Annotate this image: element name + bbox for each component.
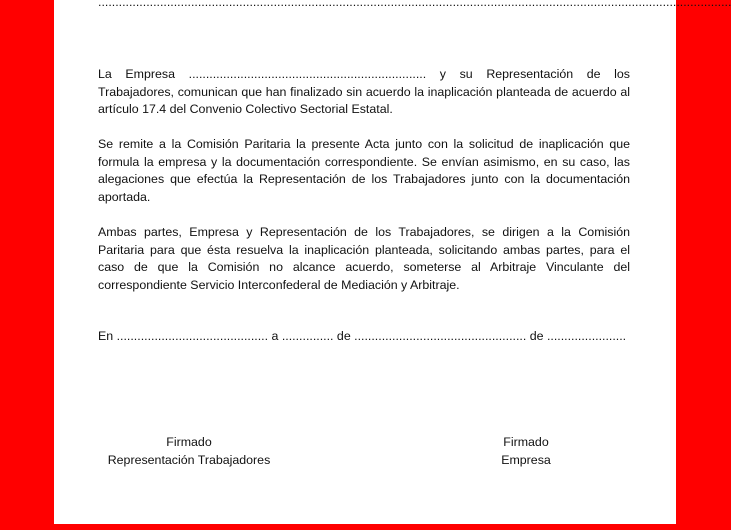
paragraph-submission: Se remite a la Comisión Paritaria la presente Acta junto con la solicitud de inaplicación que formula la empresa y la documentación correspondiente. Se envían asimismo, en su caso, las alegaciones que efectúa la Representación de los Trabajadores junto con la documentación aportada. — [98, 137, 630, 204]
paragraph-arbitration: Ambas partes, Empresa y Representación de los Trabajadores, se dirigen a la Comisión Paritaria para que ésta resuelva la inaplicación planteada, solicitando ambas partes, para el caso de que la Comisión no alcance acuerdo, someterse al Arbitraje Vinculante del correspondiente Servicio Interconfederal de Mediación y Arbitraje. — [98, 225, 630, 292]
signature-party: Representación Trabajadores — [107, 452, 271, 467]
signature-block-workers — [100, 434, 278, 469]
signature-block-company — [466, 434, 586, 469]
dotted-line-top: ........................................................................................................................................................................................ — [98, 0, 731, 9]
place-date-line: En ............................................ a ............... de .................................................. de ....................... — [98, 329, 627, 343]
signature-party: Empresa — [501, 452, 551, 467]
signature-label: Firmado — [503, 435, 549, 449]
paragraph-no-agreement: La Empresa ..................................................................... y su Representación de los Trabajadores, comunican que han finalizado sin acuerdo la inaplicación planteada de acuerdo al artículo 17.4 del Convenio Colectivo Sectorial Estatal. — [98, 67, 630, 117]
document-page — [54, 0, 731, 524]
signature-label: Firmado — [166, 435, 212, 449]
